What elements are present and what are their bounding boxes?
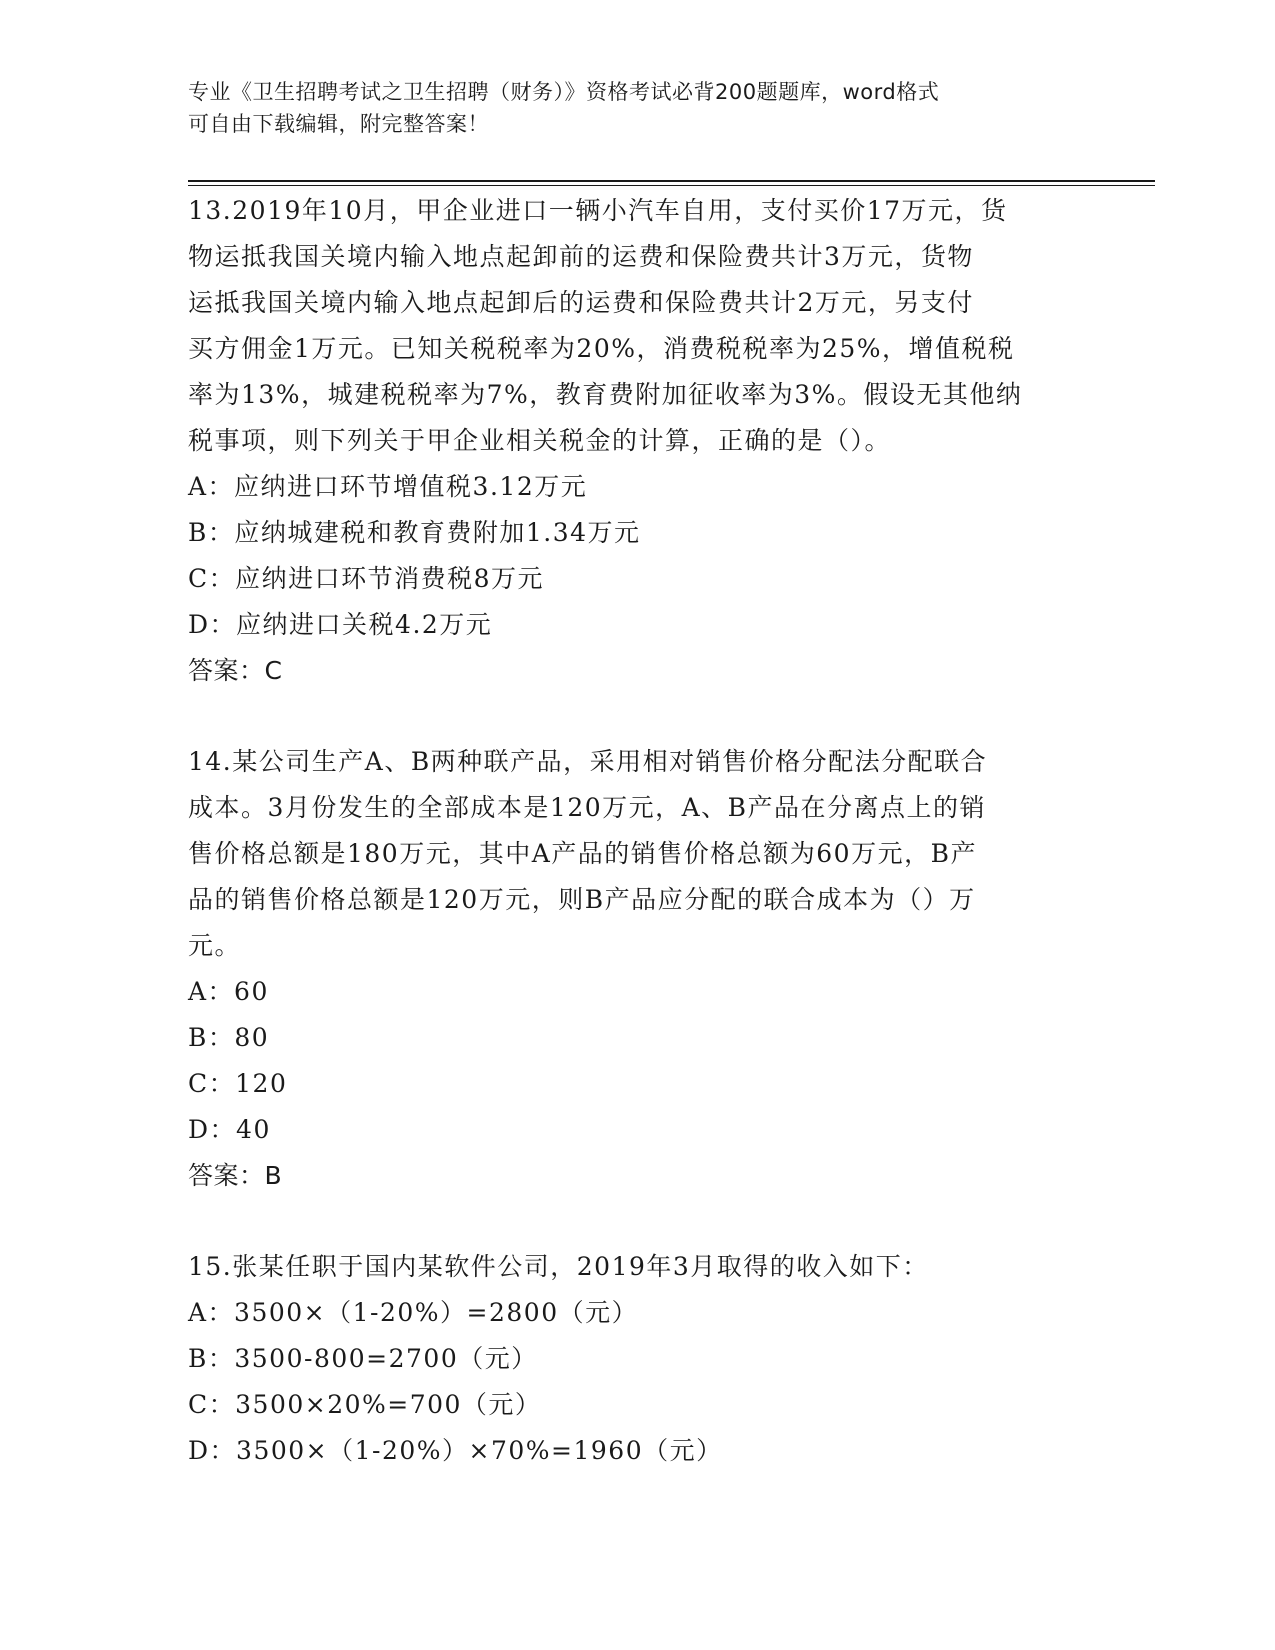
question-15 [188, 1244, 1088, 1474]
option-d: D：40 [188, 1115, 271, 1144]
header-divider-thin [188, 185, 1155, 186]
question-stem [188, 739, 1088, 969]
stem-line: 15.张某任职于国内某软件公司，2019年3月取得的收入如下： [188, 1252, 929, 1281]
stem-line: 品的销售价格总额是120万元，则B产品应分配的联合成本为（）万 [188, 885, 976, 914]
stem-line: 买方佣金1万元。已知关税税率为20%，消费税税率为25%，增值税税 [188, 334, 1015, 363]
stem-line: 物运抵我国关境内输入地点起卸前的运费和保险费共计3万元，货物 [188, 242, 974, 271]
stem-line: 税事项，则下列关于甲企业相关税金的计算，正确的是（）。 [188, 426, 892, 455]
question-13 [188, 188, 1088, 694]
header-line-1: 专业《卫生招聘考试之卫生招聘（财务）》资格考试必背200题题库，word格式 [188, 80, 940, 104]
stem-line: 成本。3月份发生的全部成本是120万元，A、B产品在分离点上的销 [188, 793, 987, 822]
answer-line: 答案：C [188, 656, 283, 685]
header-line-2: 可自由下载编辑，附完整答案！ [188, 112, 489, 136]
question-14 [188, 739, 1088, 1199]
stem-line: 运抵我国关境内输入地点起卸后的运费和保险费共计2万元，另支付 [188, 288, 974, 317]
option-a: A：60 [188, 977, 269, 1006]
header-divider-thick [188, 180, 1155, 182]
option-c: C：120 [188, 1069, 288, 1098]
stem-line: 14.某公司生产A、B两种联产品，采用相对销售价格分配法分配联合 [188, 747, 988, 776]
option-b: B：应纳城建税和教育费附加1.34万元 [188, 518, 641, 547]
option-a: A：3500×（1-20%）=2800（元） [188, 1298, 639, 1327]
option-b: B：3500-800=2700（元） [188, 1344, 538, 1373]
stem-line: 售价格总额是180万元，其中A产品的销售价格总额为60万元，B产 [188, 839, 977, 868]
option-d: D：3500×（1-20%）×70%=1960（元） [188, 1436, 723, 1465]
answer-line: 答案：B [188, 1161, 283, 1190]
stem-line: 元。 [188, 931, 242, 960]
stem-line: 率为13%，城建税税率为7%，教育费附加征收率为3%。假设无其他纳 [188, 380, 1023, 409]
option-d: D：应纳进口关税4.2万元 [188, 610, 493, 639]
question-stem [188, 1244, 1088, 1290]
stem-line: 13.2019年10月，甲企业进口一辆小汽车自用，支付买价17万元，货 [188, 196, 1008, 225]
option-c: C：应纳进口环节消费税8万元 [188, 564, 545, 593]
question-list [188, 188, 1088, 1519]
option-c: C：3500×20%=700（元） [188, 1390, 542, 1419]
document-header [188, 76, 1068, 140]
question-stem [188, 188, 1088, 464]
option-a: A：应纳进口环节增值税3.12万元 [188, 472, 588, 501]
option-b: B：80 [188, 1023, 270, 1052]
